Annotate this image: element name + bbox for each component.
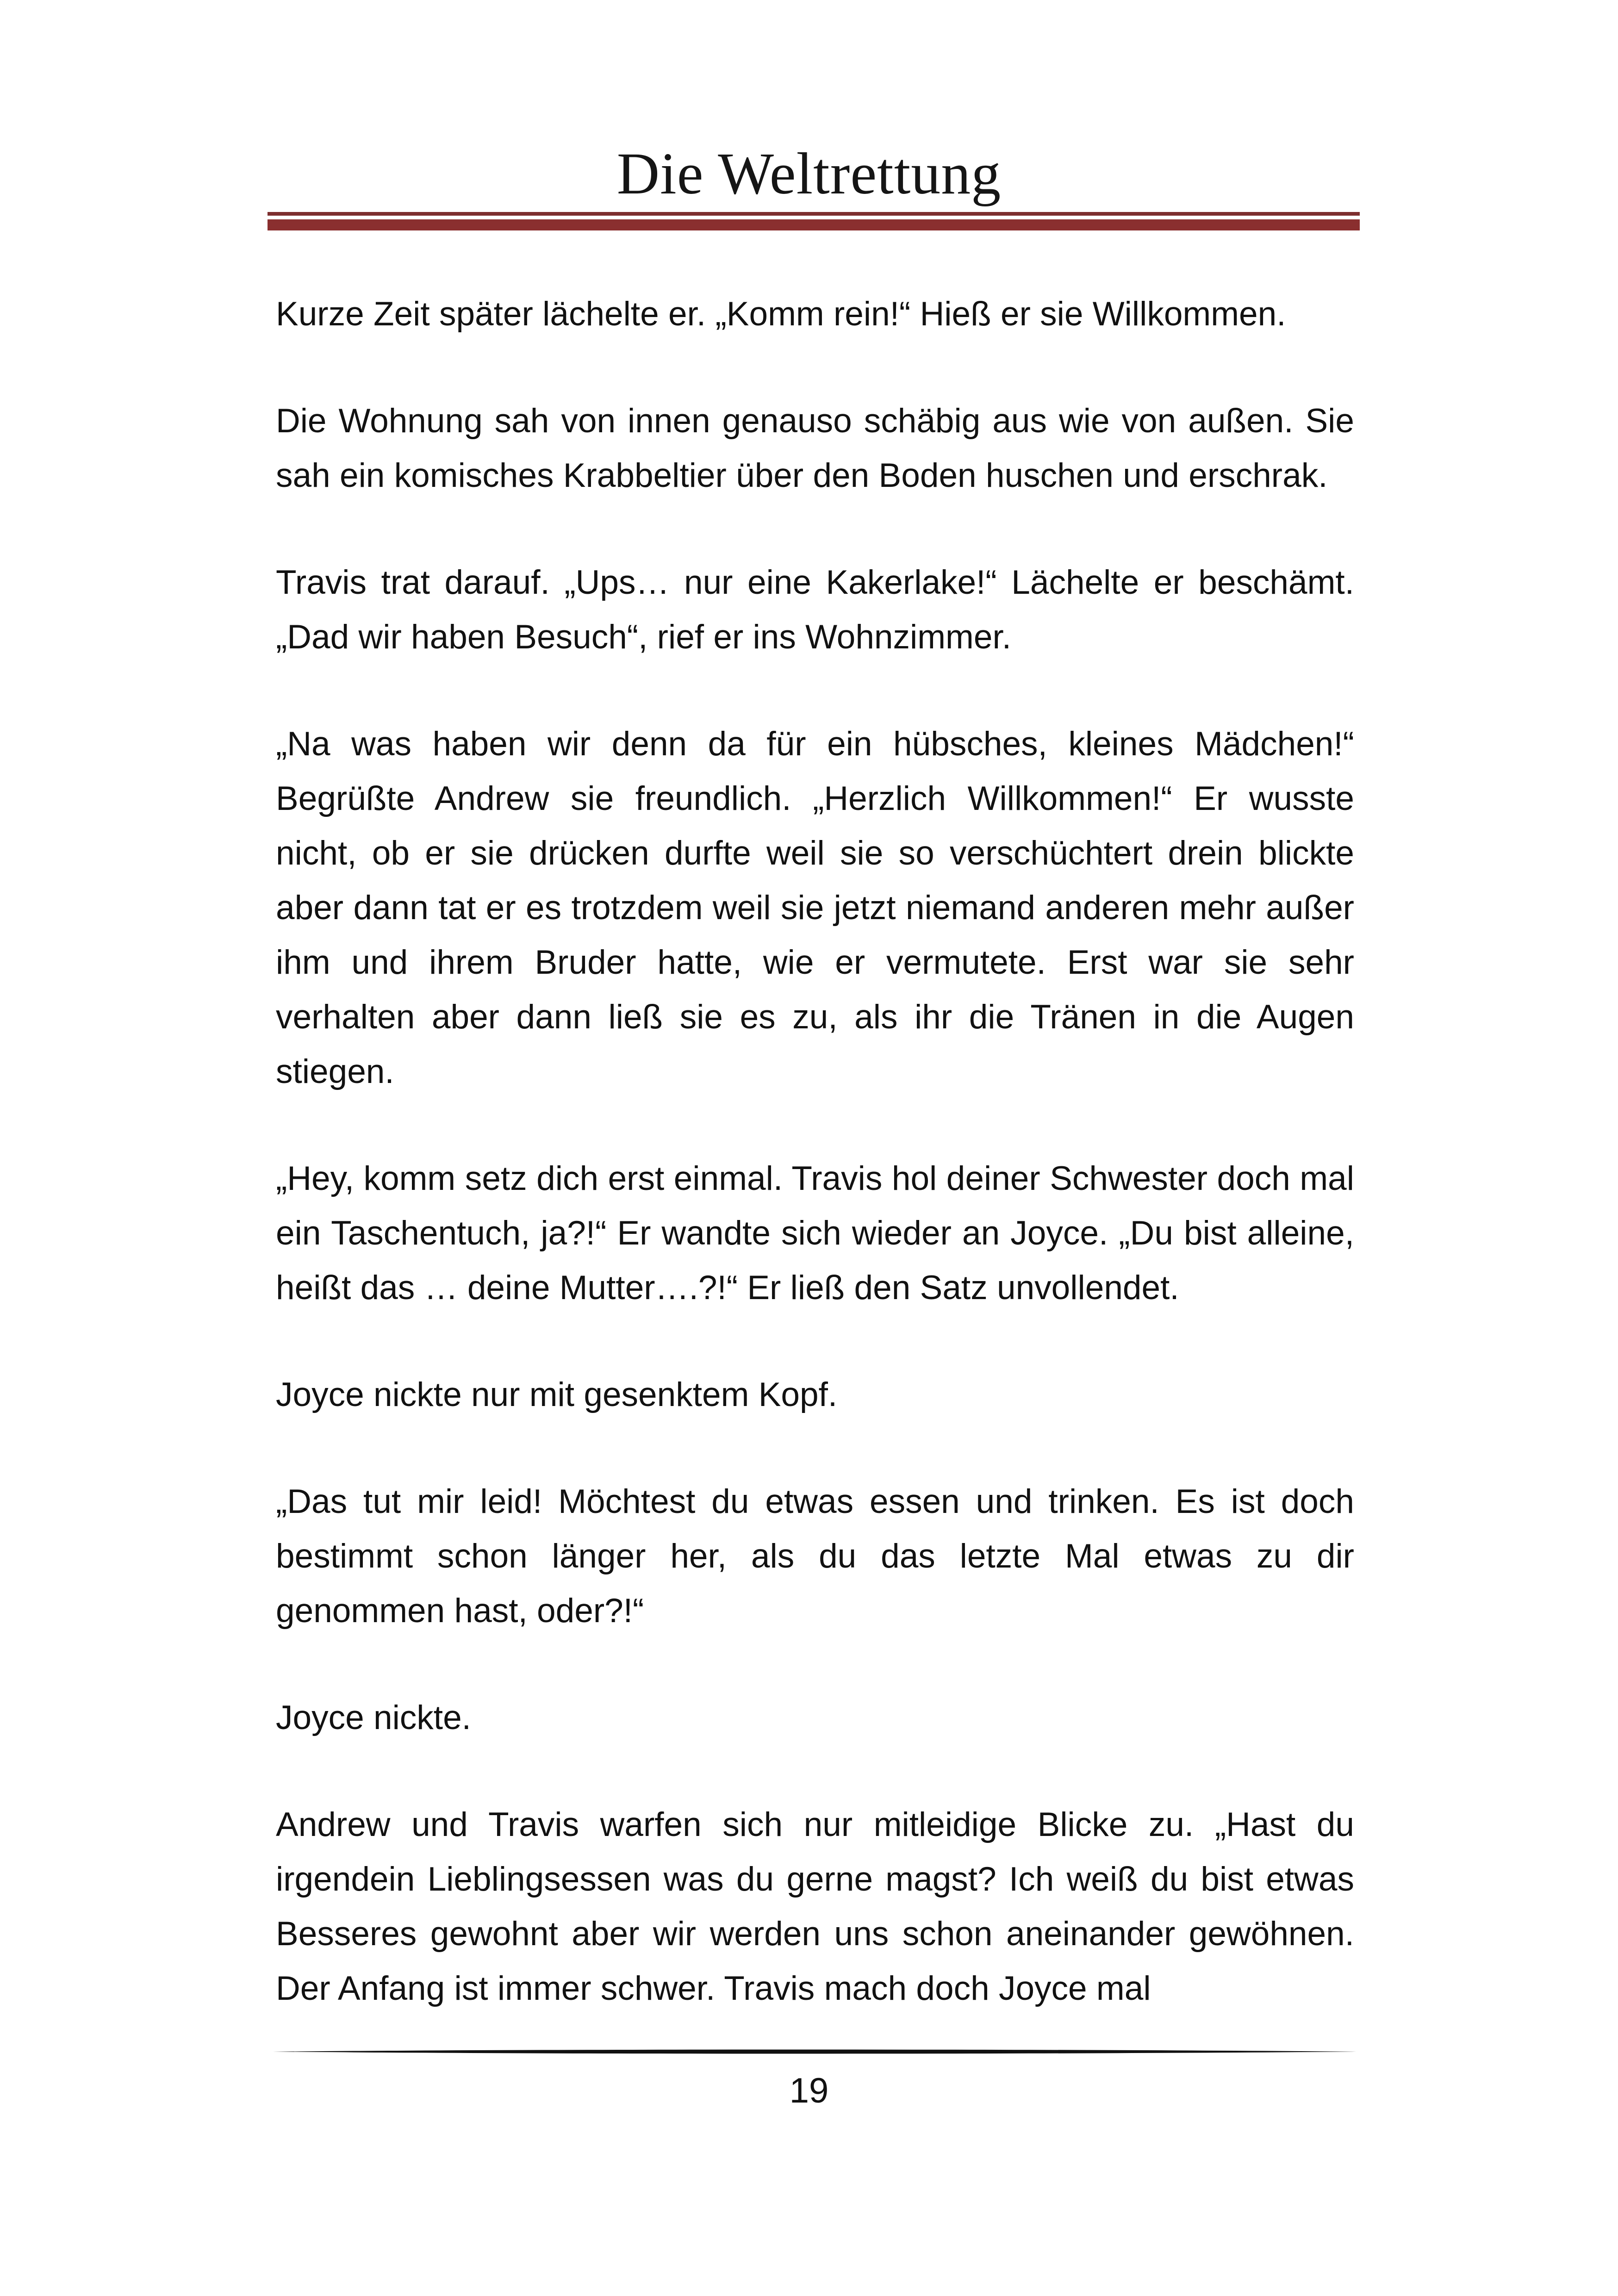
paragraph: Die Wohnung sah von innen genauso schäbig aus wie von außen. Sie sah ein komisches Krabbeltier über den Boden huschen und erschrak. <box>276 402 1354 494</box>
page-number: 19 <box>789 2071 829 2110</box>
paragraph: „Na was haben wir denn da für ein hübsches, kleines Mädchen!“ Begrüßte Andrew sie freundlich. „Herzlich Willkommen!“ Er wusste nicht, ob er sie drücken durfte weil sie so verschüchtert drein blickte aber dann tat er es trotzdem weil sie jetzt niemand anderen mehr außer ihm und ihrem Bruder hatte, wie er vermutete. Erst war sie sehr verhalten aber dann ließ sie es zu, als ihr die Tränen in die Augen stiegen. <box>276 725 1354 1090</box>
paragraph: Travis trat darauf. „Ups… nur eine Kakerlake!“ Lächelte er beschämt. „Dad wir haben Besuch“, rief er ins Wohnzimmer. <box>276 564 1354 656</box>
paragraph: Joyce nickte. <box>276 1699 471 1736</box>
footer-divider <box>273 2045 1356 2059</box>
paragraph: Kurze Zeit später lächelte er. „Komm rein!“ Hieß er sie Willkommen. <box>276 295 1286 333</box>
header-divider-thin-line <box>268 212 1360 216</box>
header-divider-thick-line <box>268 219 1360 230</box>
paragraph: „Hey, komm setz dich erst einmal. Travis hol deiner Schwester doch mal ein Taschentuch, ja?!“ Er wandte sich wieder an Joyce. „Du bist alleine, heißt das … deine Mutter….?!“ Er ließ den Satz unvollendet. <box>276 1160 1354 1307</box>
footer-divider-swell <box>273 2045 1356 2059</box>
body-text <box>276 287 1354 2068</box>
paragraph: „Das tut mir leid! Möchtest du etwas essen und trinken. Es ist doch bestimmt schon länger her, als du das letzte Mal etwas zu dir genommen hast, oder?!“ <box>276 1483 1354 1630</box>
header-divider <box>268 212 1360 230</box>
paragraph: Andrew und Travis warfen sich nur mitleidige Blicke zu. „Hast du irgendein Lieblingsessen was du gerne magst? Ich weiß du bist etwas Besseres gewohnt aber wir werden uns schon aneinander gewöhnen. Der Anfang ist immer schwer. Travis mach doch Joyce mal <box>276 1806 1354 2007</box>
page-header-title: Die Weltrettung <box>616 141 1002 206</box>
paragraph: Joyce nickte nur mit gesenktem Kopf. <box>276 1376 838 1413</box>
